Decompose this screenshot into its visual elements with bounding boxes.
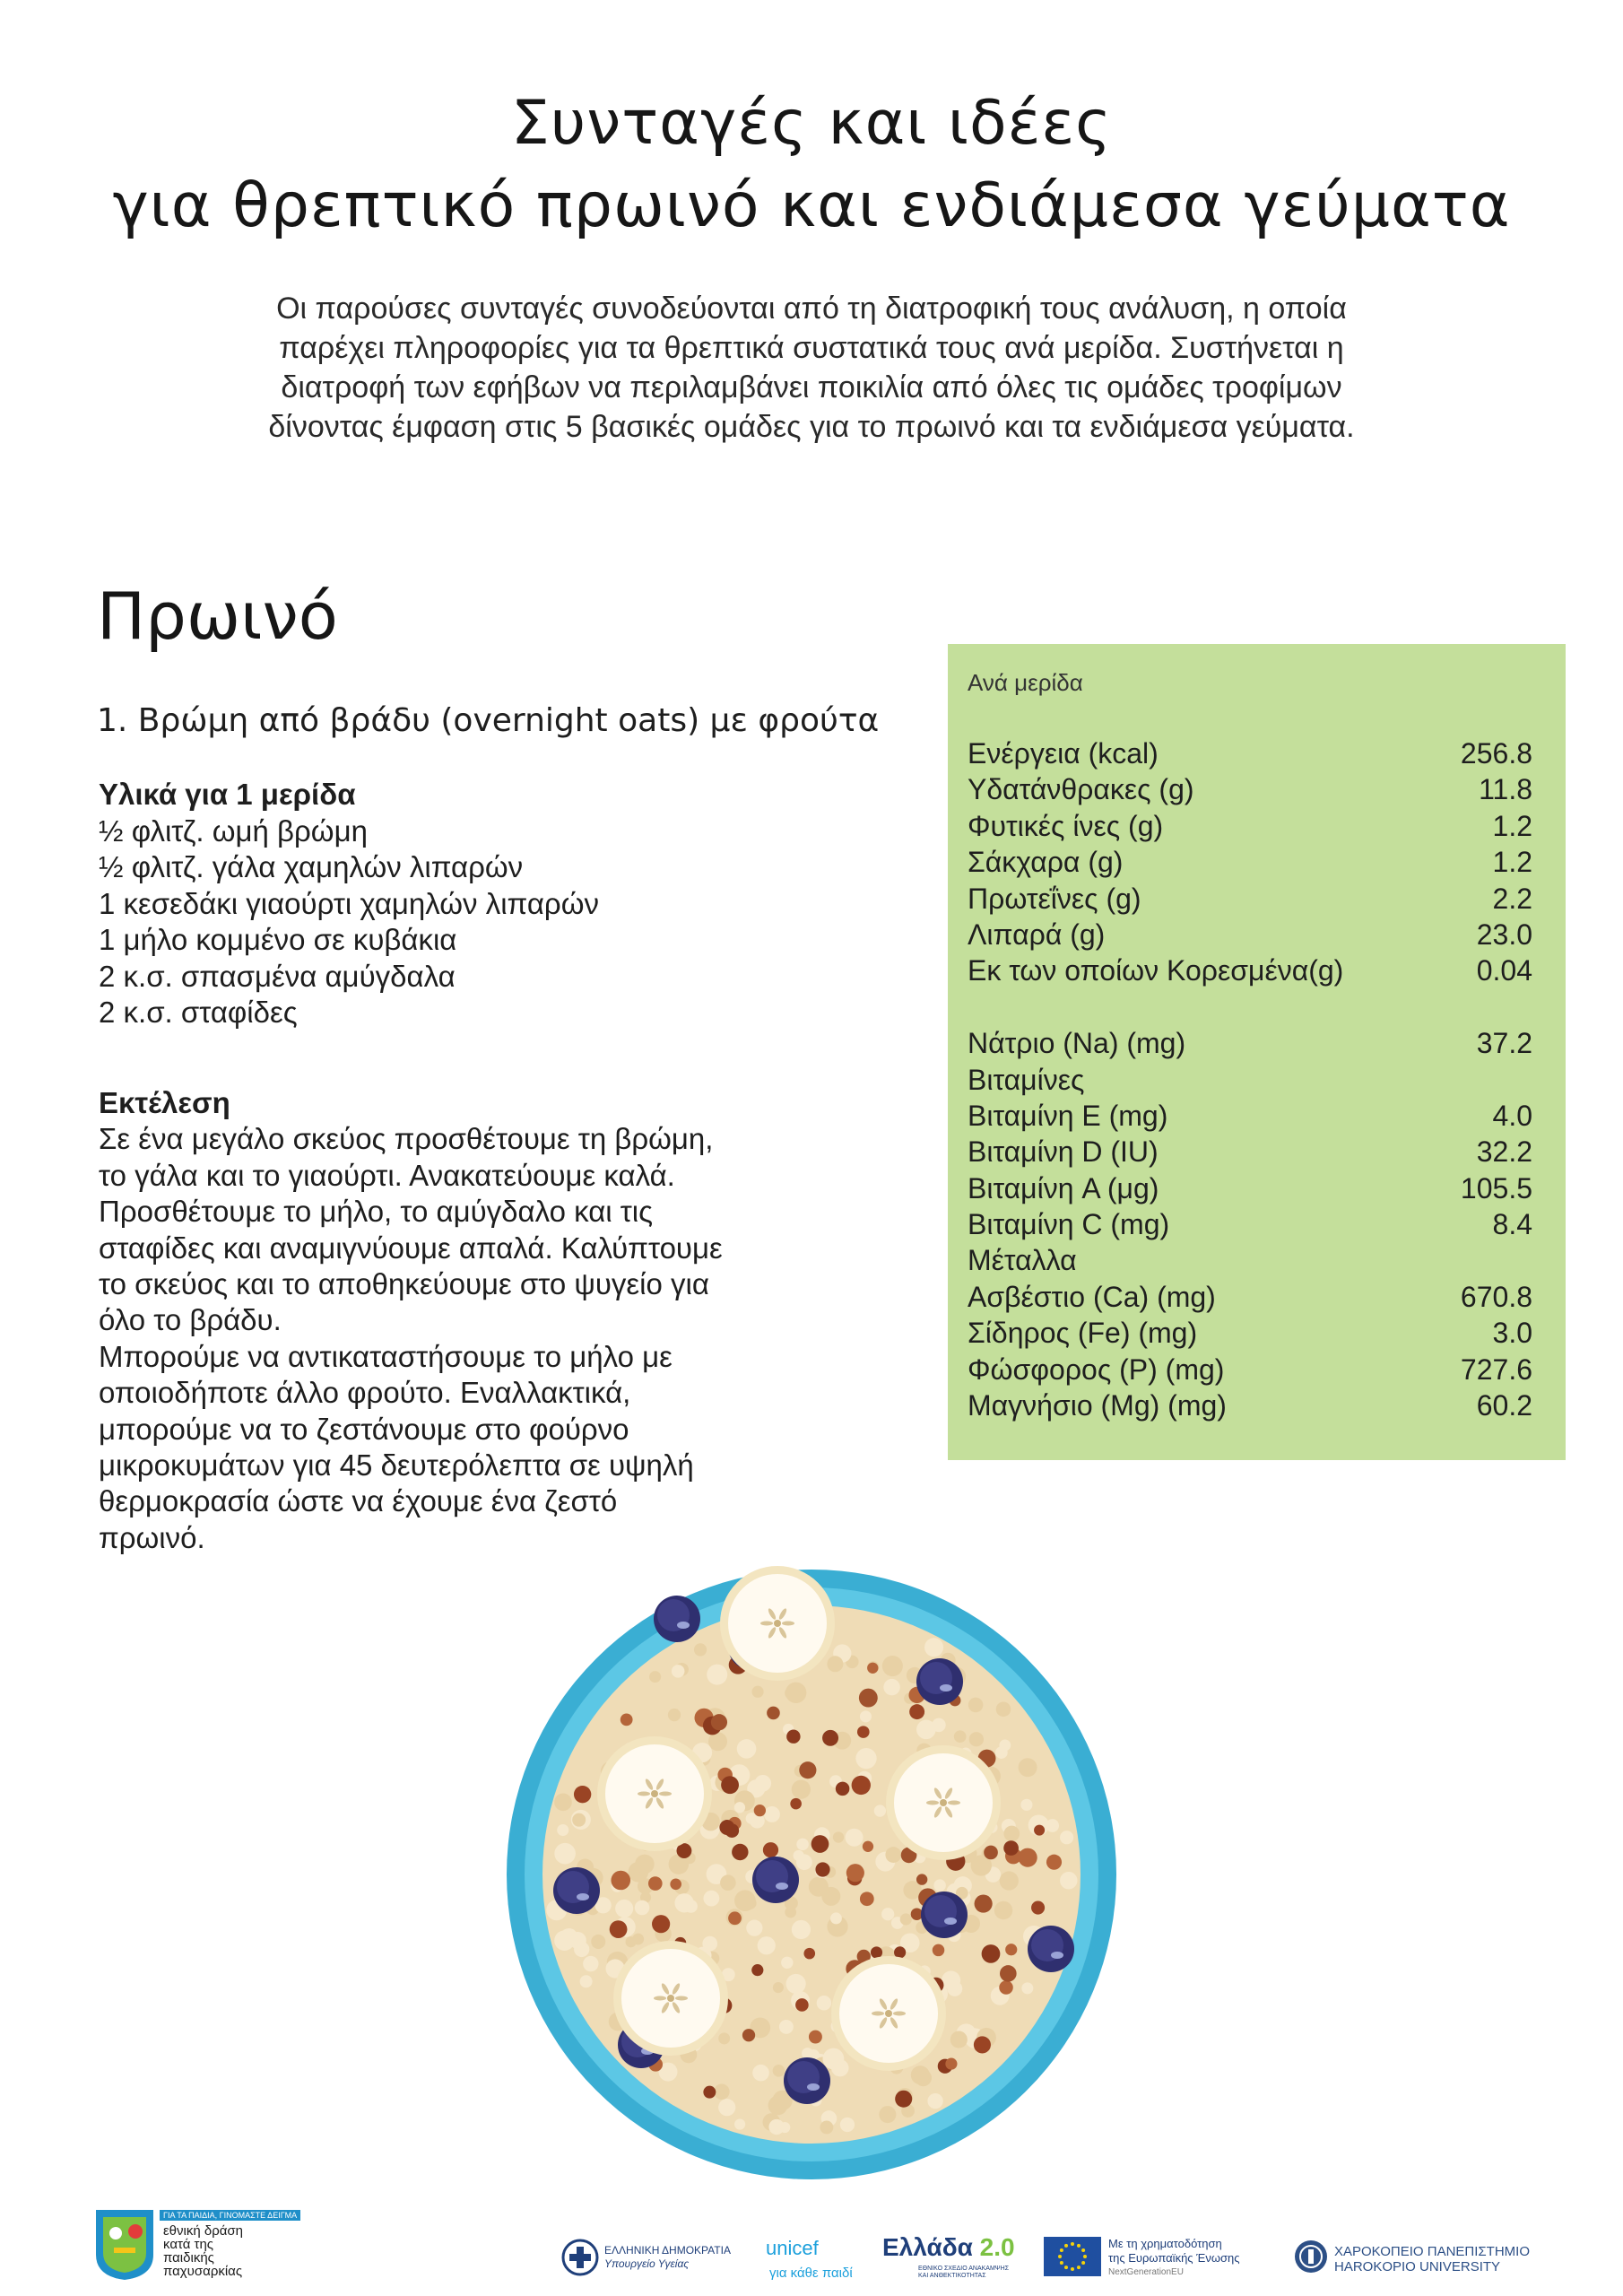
oat-flake <box>560 1928 578 1946</box>
nutrition-row <box>968 735 1532 771</box>
ministry-line: ΕΛΛΗΝΙΚΗ ΔΗΜΟΚΡΑΤΙΑ <box>604 2244 731 2257</box>
campaign-line: εθνική δράση <box>163 2223 244 2239</box>
greece20-sub-line: ΕΘΝΙΚΟ ΣΧΕΔΙΟ ΑΝΑΚΑΜΨΗΣ <box>918 2266 1010 2272</box>
ingredient-item: 2 κ.σ. σταφίδες <box>99 996 298 1029</box>
raisin <box>863 1841 873 1852</box>
oat-flake <box>1046 1819 1059 1832</box>
oat-flake <box>860 1710 872 1722</box>
oat-flake <box>718 2032 730 2044</box>
oat-flake <box>994 1901 1012 1919</box>
nutrient-value: 4.0 <box>1492 1099 1532 1132</box>
eu-line: της Ευρωπαϊκής Ένωσης <box>1108 2251 1240 2265</box>
raisin <box>652 1915 670 1933</box>
oat-flake <box>626 1936 637 1947</box>
oat-flake <box>846 1829 864 1847</box>
oat-flake <box>821 1887 840 1906</box>
raisin <box>909 1704 924 1719</box>
oat-flake <box>684 1900 698 1913</box>
nutrient-label: Λιπαρά (g) <box>968 918 1106 951</box>
ministry-line: Υπουργείο Υγείας <box>604 2257 690 2270</box>
eu-star <box>1081 2261 1085 2265</box>
nutrition-row <box>968 1352 1532 1387</box>
nutrient-label: Μαγνήσιο (Mg) (mg) <box>968 1389 1227 1422</box>
eu-star <box>1081 2248 1085 2252</box>
footer-logos <box>0 2206 1623 2296</box>
oat-flake <box>635 1900 650 1916</box>
raisin <box>859 1689 878 1708</box>
nutrient-value: 256.8 <box>1460 737 1532 770</box>
harokopio-line: HAROKOPIO UNIVERSITY <box>1334 2259 1501 2274</box>
oat-flake <box>817 1996 831 2010</box>
eu-line: Με τη χρηματοδότηση <box>1108 2237 1222 2250</box>
method-section <box>99 1085 723 1556</box>
nutrition-row <box>968 1315 1532 1351</box>
oat-flake <box>954 1730 967 1743</box>
raisin <box>574 1786 591 1803</box>
nutrient-label: Υδατάνθρακες (g) <box>968 773 1194 806</box>
raisin <box>867 1663 878 1674</box>
oat-flake <box>751 1686 763 1698</box>
oat-flake <box>822 2048 844 2070</box>
eu-star <box>1083 2255 1087 2258</box>
nutrition-row <box>968 844 1532 880</box>
oat-flake <box>1020 1799 1032 1811</box>
oat-flake <box>737 1739 757 1759</box>
ingredient-item: 2 κ.σ. σπασμένα αμύγδαλα <box>99 959 456 993</box>
raisin <box>815 1862 829 1876</box>
raisin <box>610 1920 628 1938</box>
campaign-line: παιδικής <box>163 2250 214 2266</box>
nutrition-row <box>968 1134 1532 1170</box>
oat-flake <box>615 1900 633 1918</box>
nutrient-label: Βιταμίνη D (IU) <box>968 1135 1159 1169</box>
oat-flake <box>996 1701 1011 1717</box>
raisin <box>1003 1840 1019 1856</box>
nutrient-label: Βιταμίνη Ε (mg) <box>968 1099 1168 1132</box>
eu-star <box>1071 2267 1074 2271</box>
ingredients-heading: Υλικά για 1 μερίδα <box>99 778 356 811</box>
nutrient-label: Σίδηρος (Fe) (mg) <box>968 1317 1198 1350</box>
oat-flake <box>820 2121 833 2135</box>
nutrient-label: Ασβέστιο (Ca) (mg) <box>968 1280 1216 1313</box>
raisin <box>999 1980 1013 1995</box>
oat-flake <box>554 1794 572 1812</box>
raisin <box>1005 1944 1017 1955</box>
oat-flake <box>781 1957 793 1969</box>
raisin <box>763 1842 778 1857</box>
greek-emblem-icon <box>561 2239 599 2276</box>
oat-flake <box>649 1671 661 1683</box>
nutrition-row <box>968 1206 1532 1242</box>
campaign-line: παχυσαρκίας <box>163 2264 243 2279</box>
oat-flake <box>583 1956 598 1971</box>
campaign-label <box>163 2224 243 2278</box>
oatmeal-bowl-illustration <box>498 1561 1125 2188</box>
raisin <box>860 1892 874 1906</box>
raisin <box>648 1876 663 1891</box>
raisin <box>732 1844 748 1860</box>
nutrition-table <box>968 735 1532 1423</box>
oat-flake <box>786 1974 806 1994</box>
oat-flake <box>833 1831 844 1842</box>
raisin <box>916 1874 927 1884</box>
recipe-title: 1. Βρώμη από βράδυ (overnight oats) με φρούτα <box>97 702 880 739</box>
oat-flake <box>792 1920 811 1939</box>
oat-flake <box>796 1854 812 1870</box>
raisin <box>795 1998 809 2012</box>
oat-flake <box>779 2020 794 2034</box>
ingredient-item: 1 μήλο κομμένο σε κυβάκια <box>99 923 457 956</box>
method-line: πρωινό. <box>99 1520 205 1554</box>
eu-star <box>1064 2266 1068 2269</box>
intro-paragraph <box>143 289 1480 447</box>
title-line: Συνταγές και ιδέες <box>510 88 1113 159</box>
raisin <box>803 1948 815 1960</box>
raisin <box>728 1911 742 1925</box>
unicef-logo: unicef <box>766 2237 819 2259</box>
oat-flake <box>879 2106 896 2123</box>
banana-slice <box>831 1956 946 2071</box>
nutrient-value: 3.0 <box>1492 1317 1532 1350</box>
oat-flake <box>792 1780 811 1799</box>
blueberry <box>916 1658 963 1705</box>
blueberry <box>752 1857 799 1903</box>
nutrient-value: 2.2 <box>1492 882 1532 915</box>
oat-flake <box>768 2096 788 2116</box>
nutrition-row <box>968 1170 1532 1206</box>
nutrient-value: 11.8 <box>1479 773 1532 806</box>
greece20-sub-line: ΚΑΙ ΑΝΘΕΚΤΙΚΟΤΗΤΑΣ <box>918 2273 986 2279</box>
oat-flake <box>758 1936 776 1954</box>
oat-flake <box>1019 1758 1037 1777</box>
oat-flake <box>764 1806 780 1822</box>
nutrient-value: 60.2 <box>1476 1389 1532 1422</box>
nutrient-label: Φυτικές ίνες (g) <box>968 809 1164 842</box>
blueberry <box>1028 1926 1074 1972</box>
oat-flake <box>734 1802 745 1813</box>
nutrient-label: Πρωτεΐνες (g) <box>968 882 1141 915</box>
raisin <box>1046 1855 1062 1870</box>
method-line: Μπορούμε να αντικαταστήσουμε το μήλο με <box>99 1339 673 1373</box>
nutrition-row <box>968 1279 1532 1315</box>
oat-flake <box>574 1942 589 1957</box>
raisin <box>1000 1965 1017 1982</box>
eu-star <box>1071 2242 1074 2246</box>
oat-flake <box>874 1805 886 1816</box>
oat-flake <box>796 1839 809 1851</box>
banana-slice <box>613 1941 728 2056</box>
eu-star <box>1064 2244 1068 2248</box>
campaign-line: κατά της <box>163 2237 214 2252</box>
oat-flake <box>785 1683 806 1703</box>
oat-flake <box>744 1897 756 1909</box>
raisin <box>852 1776 871 1795</box>
nutrient-value: 37.2 <box>1476 1027 1532 1060</box>
oat-flake <box>995 1746 1008 1759</box>
nutrition-row <box>968 1025 1532 1061</box>
nutrition-panel <box>948 644 1566 1460</box>
raisin <box>945 2058 957 2070</box>
oat-flake <box>714 2083 730 2100</box>
nutrient-value: 670.8 <box>1460 1280 1532 1313</box>
raisin <box>711 1714 727 1730</box>
raisin <box>1019 1848 1037 1867</box>
method-line: θερμοκρασία ώστε να έχουμε ένα ζεστό <box>99 1484 618 1518</box>
campaign-tagline: ΓΙΑ ΤΑ ΠΑΙΔΙΑ, ΓΙΝΟΜΑΣΤΕ ΔΕΙΓΜΑ <box>160 2210 300 2221</box>
raisin <box>871 1946 882 1958</box>
oat-flake <box>694 1643 707 1656</box>
banana-slice <box>886 1745 1001 1860</box>
raisin <box>982 1944 1001 1963</box>
oat-flake <box>900 1913 912 1925</box>
oat-flake <box>746 1920 762 1936</box>
raisin <box>790 1798 802 1810</box>
banana-slice <box>597 1736 712 1851</box>
eu-funding-label <box>1108 2237 1240 2280</box>
nutrient-label: Ενέργεια (kcal) <box>968 737 1159 770</box>
raisin <box>974 2036 991 2053</box>
nutrient-value: 105.5 <box>1460 1171 1532 1205</box>
nutrient-value: 1.2 <box>1492 846 1532 879</box>
raisin <box>933 1944 945 1957</box>
greece20-word: Ελλάδα <box>882 2233 973 2261</box>
oat-flake <box>840 2118 855 2132</box>
raisin <box>742 2029 755 2041</box>
raisin <box>754 1805 766 1816</box>
eu-star <box>1060 2261 1063 2265</box>
oat-flake <box>933 1879 945 1891</box>
method-heading: Εκτέλεση <box>99 1086 230 1119</box>
raisin <box>812 1835 829 1853</box>
oat-flake <box>752 2065 769 2082</box>
oat-flake <box>707 1665 727 1685</box>
oat-flake <box>720 1874 736 1891</box>
raisin <box>611 1871 630 1891</box>
oat-flake <box>881 1908 894 1920</box>
raisin <box>1034 1825 1045 1836</box>
intro-line: διατροφή των εφήβων να περιλαμβάνει ποικιλία από όλες τις ομάδες τροφίμων <box>281 370 1342 404</box>
raisin <box>725 1823 739 1838</box>
nutrient-value: 32.2 <box>1476 1135 1532 1169</box>
ingredient-item: ½ φλιτζ. ωμή βρώμη <box>99 813 368 848</box>
oat-flake <box>1000 1871 1019 1890</box>
nutrition-row <box>968 952 1532 988</box>
raisin <box>703 2086 716 2099</box>
oat-flake <box>916 1720 936 1740</box>
ingredient-item: ½ φλιτζ. γάλα χαμηλών λιπαρών <box>99 850 524 883</box>
raisin <box>894 1946 906 1958</box>
oat-flake <box>572 1813 586 1827</box>
oat-flake <box>950 2031 968 2048</box>
oat-flake <box>703 1891 719 1907</box>
oat-flake <box>942 1970 960 1989</box>
nutrient-label: Βιταμίνη C (mg) <box>968 1208 1170 1241</box>
oat-flake <box>855 1748 876 1769</box>
raisin <box>895 2091 912 2108</box>
blueberry <box>553 1867 600 1914</box>
oat-flake <box>882 1656 903 1676</box>
nutrient-value: 0.04 <box>1476 954 1532 987</box>
nutrient-value: 23.0 <box>1476 918 1532 951</box>
raisin <box>751 1964 763 1976</box>
raisin <box>621 1714 633 1726</box>
method-line: το γάλα και το γιαούρτι. Ανακατεύουμε καλά. <box>99 1158 675 1192</box>
eu-star <box>1077 2266 1081 2269</box>
oat-flake <box>672 1665 685 1678</box>
greece20-logo <box>882 2233 1015 2262</box>
nutrition-row <box>968 1387 1532 1423</box>
harokopio-line: ΧΑΡΟΚΟΠΕΙΟ ΠΑΝΕΠΙΣΤΗΜΙΟ <box>1334 2244 1531 2259</box>
nutrient-label: Βιταμίνη A (μg) <box>968 1171 1159 1205</box>
oat-flake <box>580 1975 593 1987</box>
oat-flake <box>768 2119 784 2135</box>
oat-flake <box>883 1679 899 1695</box>
method-line: όλο το βράδυ. <box>99 1303 282 1337</box>
oat-flake <box>969 1732 984 1746</box>
blueberry <box>921 1892 968 1938</box>
raisin <box>836 1782 850 1796</box>
nutrient-value: 8.4 <box>1492 1208 1532 1241</box>
eu-star <box>1077 2244 1081 2248</box>
nutrition-heading: Ανά μερίδα <box>968 669 1083 696</box>
eu-line: NextGenerationEU <box>1108 2267 1184 2277</box>
section-title: Πρωινό <box>97 578 338 654</box>
page-title <box>0 83 1623 248</box>
oat-flake <box>924 1638 943 1657</box>
oat-flake <box>1021 1982 1033 1994</box>
nutrition-row <box>968 881 1532 917</box>
nutrition-spacer <box>968 989 1532 1025</box>
oat-flake <box>773 2065 785 2077</box>
oat-flake <box>1003 1826 1020 1842</box>
method-line: Προσθέτουμε το μήλο, το αμύγδαλο και τις <box>99 1195 654 1229</box>
raisin <box>975 1894 993 1912</box>
oat-flake <box>885 1847 901 1863</box>
method-line: μπορούμε να το ζεστάνουμε στο φούρνο <box>99 1412 629 1446</box>
raisin <box>857 1726 870 1738</box>
nutrient-value: 1.2 <box>1492 809 1532 842</box>
raisin <box>984 1846 998 1860</box>
oat-flake <box>734 2118 745 2129</box>
ingredient-item: 1 κεσεδάκι γιαούρτι χαμηλών λιπαρών <box>99 886 599 920</box>
oat-flake <box>911 2066 930 2084</box>
eu-flag-icon <box>1044 2237 1101 2276</box>
intro-line: παρέχει πληροφορίες για τα θρεπτικά συστατικά τους ανά μερίδα. Συστήνεται η <box>279 331 1344 365</box>
nutrient-label: Νάτριο (Na) (mg) <box>968 1027 1186 1060</box>
nutrition-row <box>968 1098 1532 1134</box>
raisin <box>822 1730 838 1746</box>
oat-flake <box>1060 1831 1073 1844</box>
intro-line: δίνοντας έμφαση στις 5 βασικές ομάδες για το πρωινό και τα ενδιάμεσα γεύματα. <box>268 410 1355 444</box>
raisin <box>799 1761 816 1779</box>
method-line: το σκεύος και το αποθηκεύουμε στο ψυγείο για <box>99 1267 709 1301</box>
nutrient-label: Σάκχαρα (g) <box>968 846 1124 879</box>
method-line: Σε ένα μεγάλο σκεύος προσθέτουμε τη βρώμη, <box>99 1122 714 1156</box>
oat-flake <box>773 1982 784 1993</box>
title-line: για θρεπτικό πρωινό και ενδιάμεσα γεύματα <box>112 170 1511 241</box>
oat-flake <box>591 1935 605 1949</box>
harokopio-label <box>1334 2244 1530 2274</box>
oat-flake <box>830 1912 842 1924</box>
nutrition-row <box>968 917 1532 952</box>
oat-flake <box>554 1843 576 1865</box>
raisin <box>846 1864 864 1882</box>
oat-flake <box>827 1656 843 1672</box>
oat-flake <box>1060 1872 1077 1889</box>
oat-flake <box>968 1698 984 1713</box>
nutrition-row <box>968 1062 1532 1098</box>
nutrient-label: Βιταμίνες <box>968 1063 1085 1096</box>
method-line: οποιοδήποτε άλλο φρούτο. Εναλλακτικά, <box>99 1376 631 1410</box>
method-line: σταφίδες και αναμιγνύουμε απαλά. Καλύπτουμε <box>99 1231 723 1265</box>
ingredients-list <box>99 777 599 1031</box>
harokopio-seal-icon <box>1293 2239 1329 2274</box>
nutrient-label: Μέταλλα <box>968 1244 1077 1277</box>
eu-star <box>1060 2248 1063 2252</box>
eu-star <box>1058 2255 1062 2258</box>
nutrient-label: Φώσφορος (P) (mg) <box>968 1352 1225 1386</box>
nutrition-row <box>968 771 1532 807</box>
banana-slice <box>720 1566 835 1681</box>
oat-flake <box>668 1709 681 1721</box>
unicef-tagline: για κάθε παιδί <box>769 2266 853 2281</box>
nutrition-row <box>968 1242 1532 1278</box>
raisin <box>1031 1901 1045 1915</box>
oat-flake <box>927 2093 942 2109</box>
oat-flake <box>718 2099 735 2116</box>
greece20-number: 2.0 <box>979 2233 1015 2261</box>
oat-flake <box>635 1855 655 1874</box>
blueberry <box>784 2057 830 2104</box>
nutrition-row <box>968 808 1532 844</box>
nutrient-label: Εκ των οποίων Κορεσμένα(g) <box>968 954 1344 987</box>
blueberry <box>654 1596 700 1642</box>
raisin <box>767 1707 780 1720</box>
nutrient-value: 727.6 <box>1460 1352 1532 1386</box>
raisin <box>670 1878 681 1890</box>
greece20-subtitle <box>918 2266 1009 2280</box>
ministry-label <box>604 2244 731 2271</box>
raisin <box>721 1776 739 1794</box>
method-line: μικροκυμάτων για 45 δευτερόλεπτα σε υψηλή <box>99 1448 694 1483</box>
campaign-shield-icon <box>94 2208 155 2282</box>
oat-flake <box>557 1824 568 1836</box>
raisin <box>809 2031 822 2044</box>
intro-line: Οι παρούσες συνταγές συνοδεύονται από τη διατροφική τους ανάλυση, η οποία <box>276 291 1347 326</box>
raisin <box>786 1729 800 1743</box>
